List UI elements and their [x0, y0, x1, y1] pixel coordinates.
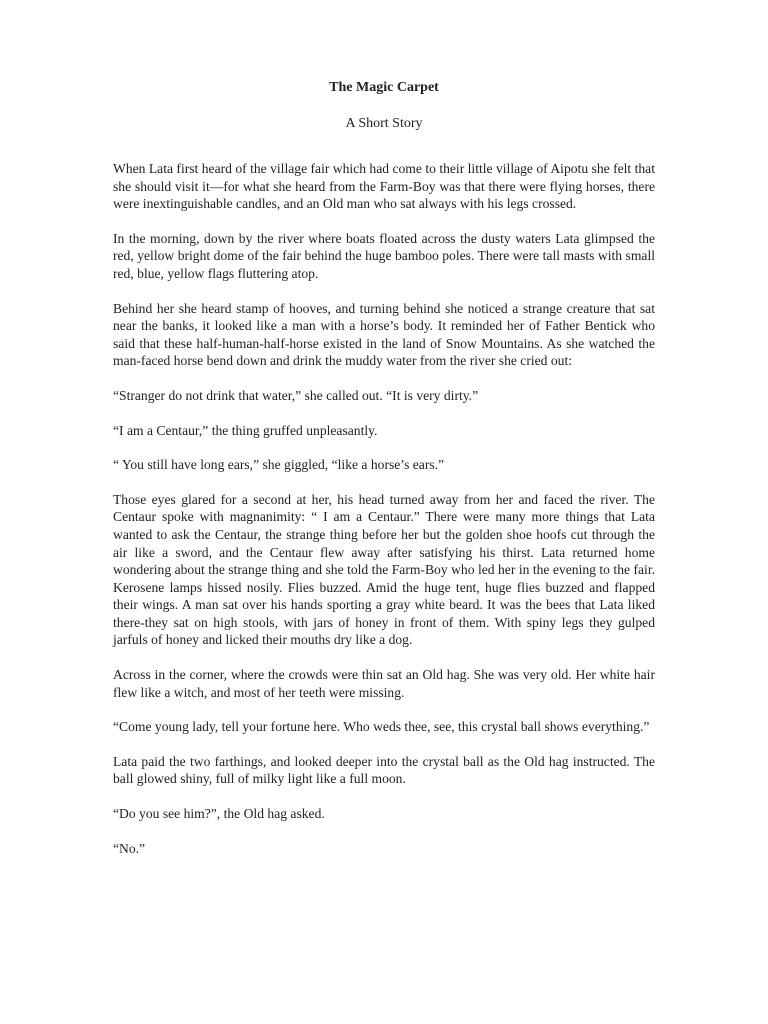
document-subtitle: A Short Story	[345, 116, 423, 131]
paragraph: Across in the corner, where the crowds were thin sat an Old hag. She was very old. Her white hair flew like a witch, and most of her teeth were missing.	[113, 667, 655, 700]
paragraph: When Lata first heard of the village fair which had come to their little village of Aipotu she felt that she should visit it—for what she heard from the Farm-Boy was that there were flying horses, there were inextinguishable candles, and an Old man who sat always with his legs crossed.	[113, 161, 655, 212]
document-page	[113, 78, 655, 874]
paragraph: “No.”	[113, 840, 146, 856]
paragraph: “Come young lady, tell your fortune here. Who weds thee, see, this crystal ball shows everything.”	[113, 719, 650, 735]
paragraph: Lata paid the two farthings, and looked deeper into the crystal ball as the Old hag instructed. The ball glowed shiny, full of milky light like a full moon.	[113, 753, 655, 787]
paragraph: “Stranger do not drink that water,” she called out. “It is very dirty.”	[113, 387, 479, 403]
document-title: The Magic Carpet	[329, 80, 439, 95]
paragraph: Those eyes glared for a second at her, his head turned away from her and faced the river. The Centaur spoke with magnanimity: “ I am a Centaur.” There were many more things that Lata wanted to ask the Centaur, the strange thing before her but the golden shoe hoofs cut through the air like a sword, and the Centaur flew away after satisfying his thirst. Lata returned home wondering about the strange thing and she told the Farm-Boy who led her in the evening to the fair. Kerosene lamps hissed nosily. Flies buzzed. Amid the huge tent, huge flies buzzed and flapped their wings. A man sat over his hands sporting a gray white beard. It was the bees that Lata liked there-they sat on high stools, with jars of honey in front of them. With spiny legs they gulped jarfuls of honey and licked their mouths dry like a dog.	[113, 491, 655, 648]
paragraph: In the morning, down by the river where boats floated across the dusty waters Lata glimpsed the red, yellow bright dome of the fair behind the huge bamboo poles. There were tall masts with small red, blue, yellow flags fluttering atop.	[113, 230, 655, 281]
paragraph: Behind her she heard stamp of hooves, and turning behind she noticed a strange creature that sat near the banks, it looked like a man with a horse’s body. It reminded her of Father Bentick who said that these half-human-half-horse existed in the land of Snow Mountains. As she watched the man-faced horse bend down and drink the muddy water from the river she cried out:	[113, 300, 655, 369]
paragraph: “ You still have long ears,” she giggled, “like a horse’s ears.”	[113, 457, 445, 473]
paragraph: “I am a Centaur,” the thing gruffed unpleasantly.	[113, 422, 378, 438]
paragraph: “Do you see him?”, the Old hag asked.	[113, 806, 325, 822]
